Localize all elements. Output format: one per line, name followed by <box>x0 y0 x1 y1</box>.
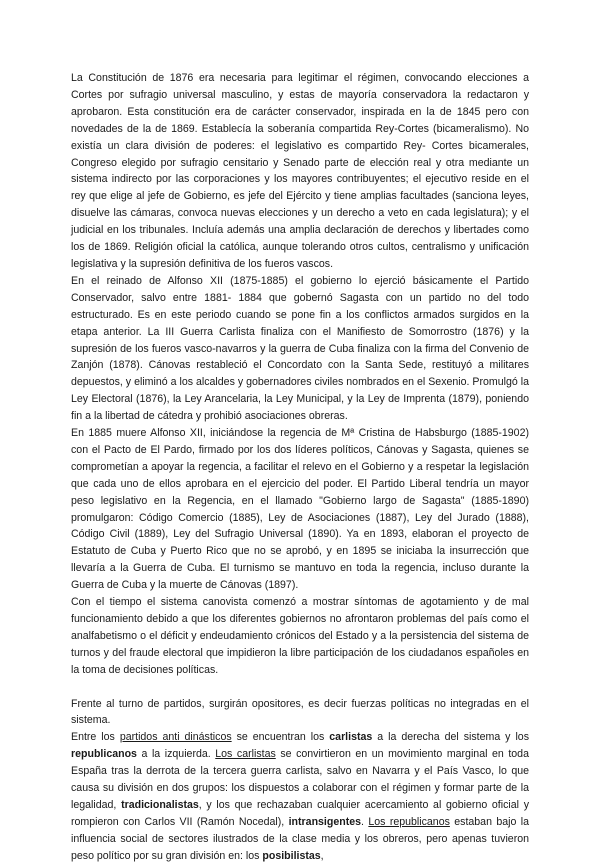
paragraph-text: En el reinado de Alfonso XII (1875-1885) el gobierno lo ejerció básicamente el Partido Conservador, salvo entre 1881- 1884 que gobernó Sagasta con un partido no del todo estructurado. Es en este periodo cuando se pone fin a los conflictos armados surgidos en la etapa anterior. La III Guerra Carlista finaliza con el Manifiesto de Somorrostro (1876) y la supresión de los fueros vasco-navarros y la guerra de Cuba finaliza con la firma del Convenio de Zanjón (1878). Cánovas restableció el Concordato con la Santa Sede, restituyó a militares depuestos, y eliminó a los alcaldes y gobernadores civiles nombrados en el Sexenio. Promulgó la Ley Electoral (1876), la Ley Arancelaria, la Ley Municipal, y la Ley de Imprenta (1879), poniendo fin a la libertad de cátedra y prohibió asociaciones obreras. <box>71 274 529 423</box>
paragraph-text: se convirtieron en un movimiento marginal en toda España tras la derrota de la tercera guerra carlista, salvo en Navarra y el País Vasco, lo que causa su división en dos grupos: los dispuestos a colaborar con el régimen y formar parte de la legalidad, <box>71 748 529 811</box>
paragraph-text: La Constitución de 1876 era necesaria para legitimar el régimen, convocando elecciones a Cortes por sufragio universal masculino, y estas de mayoría conservadora la redactaron y aprobaron. Esta constitución era de carácter conservador, inspirada en la de 1845 pero con novedades de la de 1869. Establecía la soberanía compartida Rey-Cortes (bicameralismo). No existía un clara división de poderes: el legislativo es compartido Rey- Cortes bicamerales, Congreso elegido por sufragio censitario y Senado parte de elección real y otra mediante un sistema indirecto por las corporaciones y los mayores contribuyentes; el ejecutivo reside en el rey que elige al jefe de Gobierno, es jefe del Ejército y tiene amplias facultades (sanciona leyes, disuelve las cámaras, convoca nuevas elecciones y un derecho a veto en cada legislatura); y el judicial en los tribunales. Incluía además una amplia declaración de derechos y libertades como los de 1869. Religión oficial la católica, aunque tolerando otros cultos, centralismo y unificación legislativa y la supresión definitiva de los fueros vascos. <box>71 72 529 270</box>
paragraph-text: Frente al turno de partidos, surgirán opositores, es decir fuerzas políticas no integradas en el sistema. <box>71 697 529 727</box>
paragraph-partidos-antidinasticos <box>71 729 529 864</box>
paragraph-text: En 1885 muere Alfonso XII, iniciándose la regencia de Mª Cristina de Habsburgo (1885-1902) con el Pacto de El Pardo, firmado por los dos líderes políticos, Cánovas y Sagasta, quienes se comprometían a apoyar la regencia, a facilitar el relevo en el Gobierno y a respetar la legislación que cada uno de ellos aprobara en el ejercicio del poder. El Partido Liberal tendría un mayor peso legislativo en la Regencia, en el llamado "Gobierno largo de Sagasta" (1885-1890) promulgaron: Código Comercio (1885), Ley de Asociaciones (1887), Ley del Jurado (1888), Código Civil (1889), Ley del Sufragio Universal (1890). Ya en 1893, elaboran el proyecto de Estatuto de Cuba y Puerto Rico que no se aprobó, y en 1895 se iniciaba la insurrección que llevaría a la Guerra de Cuba. El turnismo se mantuvo en toda la regencia, incluso durante la Guerra de Cuba y la muerte de Cánovas (1897). <box>71 427 529 592</box>
paragraph-text: se encuentran los <box>231 731 330 744</box>
bold-term: tradicionalistas <box>121 798 199 811</box>
paragraph-text: Entre los <box>71 731 120 744</box>
paragraph-regencia <box>71 425 529 594</box>
paragraph-opositores <box>71 696 529 730</box>
document-body <box>71 70 529 865</box>
paragraph-agotamiento-sistema <box>71 594 529 679</box>
paragraph-text: Con el tiempo el sistema canovista comenzó a mostrar síntomas de agotamiento y de mal funcionamiento debido a que los diferentes gobiernos no afrontaron problemas del país como el analfabetismo o el déficit y endeudamiento crónicos del Estado y a la persistencia del sistema de turnos y del fraude electoral que impidieron la libre participación de los ciudadanos españoles en la toma de decisiones políticas. <box>71 596 529 676</box>
paragraph-text: estaban bajo la influencia social de sectores ilustrados de la clase media y los obreros, pero apenas tuvieron peso político por su gran división en: los <box>71 815 529 862</box>
paragraph-text: , y los que rechazaban cualquier acercamiento al gobierno oficial y rompieron con Carlos VII (Ramón Nocedal), <box>71 798 529 828</box>
underlined-term: Los carlistas <box>215 748 276 761</box>
underlined-term: partidos anti dinásticos <box>119 731 232 744</box>
bold-term: republicanos <box>71 748 137 761</box>
paragraph-text: , <box>320 849 324 862</box>
paragraph-constitucion-1876 <box>71 70 529 273</box>
paragraph-text: a la derecha del sistema y los <box>372 731 529 744</box>
bold-term: posibilistas <box>262 849 321 862</box>
paragraph-text: . <box>361 815 369 828</box>
paragraph-reinado-alfonso-xii <box>71 273 529 425</box>
bold-term: carlistas <box>329 731 373 744</box>
paragraph-text: a la izquierda. <box>136 748 216 761</box>
bold-term: intransigentes <box>288 815 362 828</box>
underlined-term: Los republicanos <box>368 815 450 828</box>
